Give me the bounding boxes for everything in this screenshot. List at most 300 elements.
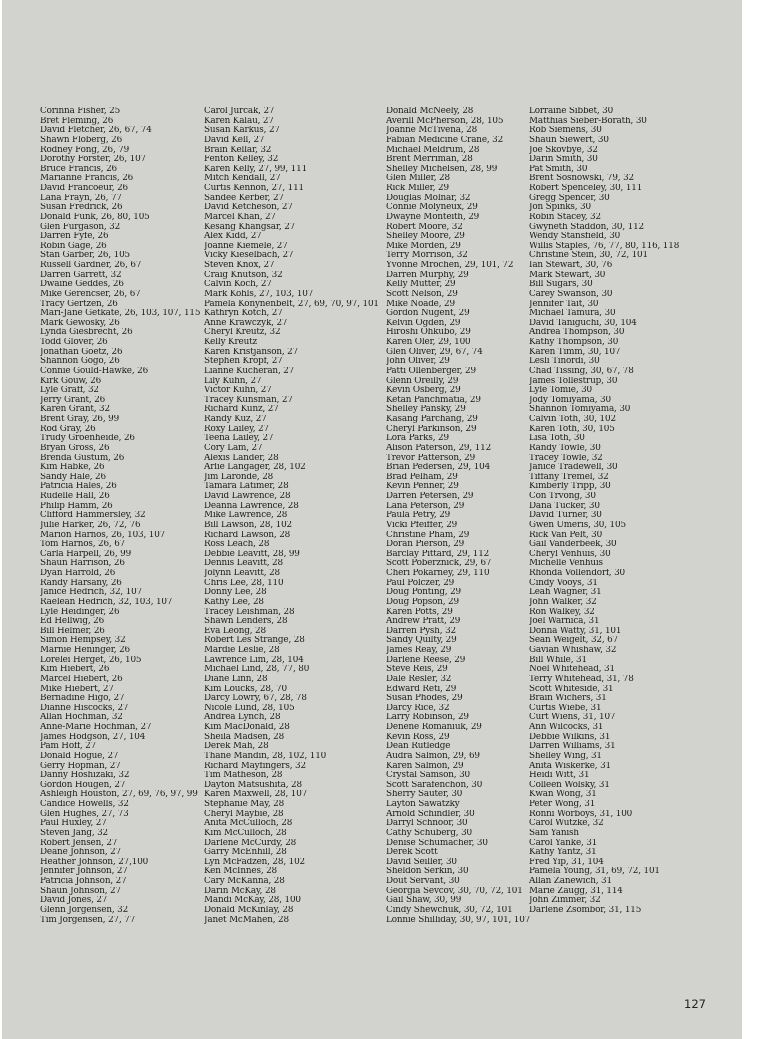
index-entry: Darren Pysh, 32: [386, 626, 456, 636]
index-entry: Craig Knutson, 32: [204, 270, 283, 280]
index-entry: Julie Harker, 26, 72, 76: [40, 520, 141, 530]
index-entry: Kelly Mutter, 29: [386, 280, 456, 290]
index-entry: Alexis Lander, 28: [204, 453, 279, 463]
index-entry: John Zimmer, 32: [529, 896, 601, 906]
index-entry: Donny Lee, 28: [204, 588, 267, 598]
index-entry: David Kell, 27: [204, 135, 265, 145]
index-entry: Pamela Young, 31, 69, 72, 101: [529, 867, 660, 877]
index-entry: Carol Yanke, 31: [529, 838, 598, 848]
index-entry: Dout Servant, 30: [386, 877, 460, 886]
index-entry: Darin McKay, 28: [204, 886, 276, 896]
index-entry: Tim Matheson, 28: [204, 771, 283, 781]
index-entry: Darlene Zsombor, 31, 115: [529, 905, 642, 915]
index-entry: Cathy Schuberg, 30: [386, 828, 472, 838]
index-entry: Audra Salmon, 29, 69: [386, 751, 480, 761]
index-entry: Stephen Kropf, 27: [204, 357, 283, 367]
index-entry: Darlene McCurdy, 28: [204, 838, 297, 848]
index-entry: Andrea Thompson, 30: [529, 328, 625, 338]
index-entry: Donald McNeely, 28: [386, 107, 474, 116]
index-entry: Cheryl Kreutz, 32: [204, 328, 281, 338]
index-entry: Doran Pierson, 29: [386, 540, 465, 550]
index-entry: Lianne Kucheran, 27: [204, 366, 295, 376]
index-entry: Steven Jang, 32: [40, 828, 109, 838]
index-entry: Jonathan Goetz, 26: [40, 347, 123, 357]
index-entry: Christine Pham, 29: [386, 530, 470, 540]
index-entry: Jim Laronde, 28: [204, 472, 274, 482]
index-entry: Cindy Shewchuk, 30, 72, 101: [386, 905, 513, 915]
index-entry: Mitch Kendall, 27: [204, 174, 281, 184]
index-entry: Mike Noade, 29: [386, 299, 455, 309]
index-entry: Peter Wong, 31: [529, 800, 596, 809]
index-entry: Ken McInnes, 28: [204, 867, 278, 877]
index-column-2: [204, 107, 380, 925]
index-entry: Robin Stacey, 32: [529, 212, 601, 222]
index-entry: Gordon Hougen, 27: [40, 780, 126, 790]
index-entry: Cindy Vooys, 31: [529, 578, 598, 588]
index-entry: Alex Kidd, 27: [204, 232, 262, 242]
index-entry: Bret Fleming, 26: [40, 116, 114, 126]
index-entry: Tim Jorgensen, 27, 77: [40, 915, 136, 925]
index-entry: Gerry Hopman, 27: [40, 761, 121, 771]
index-entry: Sam Yanish: [529, 828, 579, 838]
index-entry: Lonnie Shilliday, 30, 97, 101, 107: [386, 915, 531, 925]
index-entry: Rudelle Hall, 26: [40, 492, 110, 501]
index-entry: Karen Grant, 32: [40, 405, 110, 415]
index-entry: Carol Wutzke, 32: [529, 819, 604, 829]
index-entry: Sandee Kerber, 27: [204, 193, 284, 203]
page-number: 127: [684, 997, 706, 1011]
index-entry: Ian Stewart, 30, 76: [529, 261, 613, 270]
index-entry: Gordon Nugent, 29: [386, 309, 470, 319]
index-entry: Bill Lawson, 28, 102: [204, 520, 292, 530]
index-entry: Alison Paterson, 29, 112: [386, 443, 492, 453]
index-entry: Kim MacDonald, 28: [204, 723, 290, 732]
index-entry: Tracey Kunsman, 27: [204, 395, 293, 405]
index-entry: Simon Hempsey, 32: [40, 636, 126, 646]
index-entry: Tom Harnos, 26, 67: [40, 540, 126, 550]
index-entry: Bill While, 31: [529, 655, 587, 665]
index-entry: Bryan Gross, 26: [40, 443, 110, 453]
index-entry: Rhonda Vollendorf, 30: [529, 569, 625, 578]
index-entry: Bill Helmer, 26: [40, 626, 105, 636]
index-entry: Denene Romaniuk, 29: [386, 723, 482, 732]
index-entry: Lesli Tinordi, 30: [529, 357, 600, 367]
index-entry: Glen Miller, 28: [386, 174, 450, 184]
index-entry: Eva Leong, 28: [204, 626, 266, 636]
index-entry: Lorelei Herget, 26, 105: [40, 655, 142, 665]
index-entry: Dianne Hiscocks, 27: [40, 703, 129, 713]
index-entry: Susan Karkus, 27: [204, 126, 280, 136]
index-entry: Derek Scott: [386, 848, 438, 858]
index-entry: Lawrence Lim, 28, 104: [204, 655, 304, 665]
index-entry: Kirk Gouw, 26: [40, 376, 102, 386]
index-entry: Karen Timm, 30, 107: [529, 347, 621, 357]
index-entry: Karen Toth, 30, 105: [529, 424, 615, 434]
index-entry: Shannon Tomiyama, 30: [529, 405, 631, 415]
index-entry: Larry Robinson, 29: [386, 713, 469, 723]
index-entry: Shannon Gogo, 26: [40, 357, 120, 367]
index-entry: Jon Spinks, 30: [529, 203, 591, 213]
index-entry: Cheryl Maybie, 28: [204, 809, 284, 819]
index-entry: Andrew Pratt, 29: [386, 617, 461, 627]
index-entry: Brent Gray, 26, 99: [40, 415, 120, 424]
index-entry: Trevor Patterson, 29: [386, 453, 476, 463]
index-entry: Edward Reti, 29: [386, 684, 457, 694]
index-entry: Barclay Pittard, 29, 112: [386, 549, 490, 559]
index-entry: Marcel Khan, 27: [204, 212, 276, 222]
index-page: [2, 0, 742, 1039]
index-entry: Ketan Panchmatia, 29: [386, 395, 481, 405]
index-entry: Stan Garber, 26, 105: [40, 251, 130, 261]
index-entry: Joe Skovbye, 32: [529, 145, 598, 155]
index-entry: Kathy Thompson, 30: [529, 338, 619, 347]
index-entry: Darren Garrett, 32: [40, 270, 122, 280]
index-entry: Patti Ollenberger, 29: [386, 366, 476, 376]
index-entry: Steve Reis, 29: [386, 665, 448, 675]
index-entry: Darlene Reese, 29: [386, 655, 466, 665]
index-entry: Donald Hogue, 27: [40, 751, 119, 761]
index-entry: Patricia Hales, 26: [40, 482, 117, 492]
index-entry: Richard Mayfingers, 32: [204, 761, 306, 771]
index-entry: Karen Kelly, 27, 99, 111: [204, 164, 308, 174]
index-entry: Kasang Parchang, 29: [386, 415, 478, 424]
index-entry: Mark Kohls, 27, 103, 107: [204, 289, 314, 299]
index-entry: Shawn Floberg, 26: [40, 135, 123, 145]
index-entry: Randy Kuz, 27: [204, 415, 267, 424]
index-entry: Glen Oliver, 29, 67, 74: [386, 347, 483, 357]
index-entry: Mike Hiebert, 27: [40, 684, 114, 694]
index-entry: Janice Hedrich, 32, 107: [40, 588, 143, 598]
index-entry: Tamara Latimer, 28: [204, 482, 289, 492]
index-entry: Dyan Harrold, 26: [40, 569, 116, 578]
index-entry: Crystal Samson, 30: [386, 771, 470, 781]
index-entry: Jerry Grant, 26: [40, 395, 106, 405]
index-entry: John Walker, 32: [529, 597, 597, 607]
index-entry: Kim Habke, 26: [40, 463, 105, 473]
index-entry: Gregg Spencer, 30: [529, 193, 610, 203]
index-entry: Gwyneth Staddon, 30, 112: [529, 222, 644, 232]
index-entry: Gwen Umeris, 30, 105: [529, 520, 626, 530]
index-entry: Karen Oler, 29, 100: [386, 338, 471, 347]
index-entry: Carla Harpell, 26, 99: [40, 549, 132, 559]
index-entry: Deanna Lawrence, 28: [204, 501, 299, 511]
index-entry: Mike Gerencser, 26, 67: [40, 289, 141, 299]
index-entry: Deane Johnson, 27: [40, 848, 122, 858]
index-entry: Matthias Sieber-Borath, 30: [529, 116, 647, 126]
index-entry: Gavian Whishaw, 32: [529, 646, 617, 655]
index-entry: David Jones, 27: [40, 896, 108, 906]
index-entry: Marianne Francis, 26: [40, 174, 134, 184]
index-entry: Mike Lawrence, 28: [204, 511, 288, 521]
index-entry: Cheryl Venhuis, 30: [529, 549, 611, 559]
index-entry: Cory Lam, 27: [204, 443, 263, 453]
index-entry: Lora Parks, 29: [386, 434, 449, 444]
index-entry: Mari-Jane Getkate, 26, 103, 107, 115: [40, 309, 201, 319]
index-entry: Heidi Witt, 31: [529, 771, 590, 781]
index-entry: Arlie Langager, 28, 102: [204, 463, 306, 473]
index-entry: Danny Hoshizaki, 32: [40, 771, 130, 781]
index-entry: Diane Linn, 28: [204, 674, 268, 684]
index-entry: Shaun Johnson, 27: [40, 886, 121, 896]
index-entry: Dana Tucker, 30: [529, 501, 600, 511]
index-entry: Sandy Hale, 26: [40, 472, 106, 482]
index-entry: Rob Siemens, 30: [529, 126, 602, 136]
index-entry: Lyle Heidinger, 26: [40, 607, 120, 617]
index-entry: Susan Phodes, 29: [386, 694, 463, 704]
index-entry: Kim McCulloch, 28: [204, 828, 287, 838]
index-entry: Russell Gardner, 26, 67: [40, 261, 142, 270]
index-entry: Denise Schumacher, 30: [386, 838, 488, 848]
index-entry: Mandi McKay, 28, 100: [204, 896, 301, 906]
index-entry: Gail Vanderbeek, 30: [529, 540, 617, 550]
index-entry: Karen Kalau, 27: [204, 116, 274, 126]
index-entry: Dean Rutledge: [386, 742, 451, 752]
index-entry: Ed Hellwig, 26: [40, 617, 105, 627]
index-entry: Nicole Lund, 28, 105: [204, 703, 295, 713]
index-entry: Anita McCulloch, 28: [204, 819, 293, 829]
index-entry: Debbie Leavitt, 28, 99: [204, 549, 300, 559]
index-entry: Glen Hughes, 27, 73: [40, 809, 129, 819]
index-entry: Pamela Konynenbelt, 27, 69, 70, 97, 101: [204, 299, 379, 309]
index-column-4: [529, 107, 734, 916]
index-entry: Kim Loucks, 28, 70: [204, 684, 287, 694]
index-entry: Stephanie May, 28: [204, 800, 285, 809]
index-entry: Scott Poberznick, 29, 67: [386, 559, 492, 569]
index-entry: Michael Tamura, 30: [529, 309, 616, 319]
index-entry: Dorothy Forster, 26, 107: [40, 155, 147, 165]
index-entry: Douglas Molnar, 32: [386, 193, 471, 203]
index-entry: Karen Kristjanson, 27: [204, 347, 299, 357]
index-entry: Kathy Lee, 28: [204, 597, 264, 607]
index-entry: Andrea Lynch, 28: [204, 713, 281, 723]
index-entry: Brent Merriman, 28: [386, 155, 473, 165]
index-entry: Curtis Kennon, 27, 111: [204, 184, 304, 193]
index-entry: Lily Kuhn, 27: [204, 376, 262, 386]
index-entry: Calvin Koch, 27: [204, 280, 272, 290]
index-entry: Anita Wiskerke, 31: [529, 761, 611, 771]
index-entry: James Reay, 29: [386, 646, 452, 655]
index-entry: Steven Knox, 27: [204, 261, 275, 270]
index-entry: Robert Moore, 32: [386, 222, 463, 232]
index-entry: Anne Krawczyk, 27: [204, 318, 288, 328]
index-entry: Scott Nelson, 29: [386, 289, 458, 299]
index-entry: Mark Stewart, 30: [529, 270, 606, 280]
index-entry: Connie Molyneux, 29: [386, 203, 478, 213]
index-entry: Lyle Tomie, 30: [529, 386, 593, 396]
index-entry: Calvin Toth, 30, 102: [529, 415, 616, 424]
index-entry: Shaun Siewert, 30: [529, 135, 609, 145]
index-entry: Kesang Khangsar, 27: [204, 222, 296, 232]
index-entry: Sean Weigelt, 32, 67: [529, 636, 619, 646]
index-entry: Rick Miller, 29: [386, 184, 449, 193]
index-entry: Rod Gray, 26: [40, 424, 96, 434]
index-entry: Thane Mandin, 28, 102, 110: [204, 751, 327, 761]
index-entry: David Seiller, 30: [386, 857, 457, 867]
index-entry: Mardie Leslie, 28: [204, 646, 280, 655]
index-entry: Janet McMahen, 28: [204, 915, 289, 925]
index-entry: Noel Whitehead, 31: [529, 665, 615, 675]
index-entry: Robert Spenceley, 30, 111: [529, 184, 643, 193]
index-entry: Chad Tissing, 30, 67, 78: [529, 366, 634, 376]
index-entry: Brent Sosnowski, 79, 32: [529, 174, 634, 184]
index-entry: Heather Johnson, 27,100: [40, 857, 149, 867]
index-entry: Brain Wichers, 31: [529, 694, 607, 704]
index-entry: Raelean Hedrich, 32, 103, 107: [40, 597, 173, 607]
index-entry: Carey Swanson, 30: [529, 289, 613, 299]
index-entry: Randy Harsany, 26: [40, 578, 122, 588]
index-entry: David Taniguchi, 30, 104: [529, 318, 637, 328]
index-entry: Darcy Rice, 32: [386, 703, 450, 713]
index-entry: Ashleigh Houston, 27, 69, 76, 97, 99: [40, 790, 198, 800]
index-entry: Glenn Jorgensen, 32: [40, 905, 129, 915]
index-entry: Georgia Sevcov, 30, 70, 72, 101: [386, 886, 523, 896]
index-entry: Patricia Johnson, 27: [40, 877, 127, 886]
index-entry: Mark Gewosky, 26: [40, 318, 120, 328]
index-entry: Marion Harnos, 26, 103, 107: [40, 530, 166, 540]
index-entry: Kimberly Tripp, 30: [529, 482, 611, 492]
index-entry: Darren Petersen, 29: [386, 492, 474, 501]
index-entry: Shelley Wing, 31: [529, 751, 602, 761]
index-entry: Mike Morden, 29: [386, 241, 461, 251]
index-entry: Hiroshi Ohkubo, 29: [386, 328, 471, 338]
index-entry: Kevin Osberg, 29: [386, 386, 461, 396]
index-entry: Jody Tomiyama, 30: [529, 395, 611, 405]
index-entry: Christine Stein, 30, 72, 101: [529, 251, 648, 261]
index-entry: Layton Sawatzky: [386, 800, 460, 809]
index-entry: Karen Potts, 29: [386, 607, 453, 617]
index-entry: David Francoeur, 26: [40, 184, 128, 193]
index-entry: Clifford Hammersley, 32: [40, 511, 146, 521]
index-entry: Darryl Schnoor, 30: [386, 819, 468, 829]
index-entry: Sheldon Serkin, 30: [386, 867, 469, 877]
index-entry: Bill Sugars, 30: [529, 280, 593, 290]
index-entry: Sandy Quilty, 29: [386, 636, 457, 646]
index-entry: Shelley Michelsen, 28, 99: [386, 164, 498, 174]
index-entry: Lana Frayn, 26, 77: [40, 193, 122, 203]
index-entry: Fenton Kelley, 32: [204, 155, 279, 165]
index-entry: Tracey Leishman, 28: [204, 607, 295, 617]
index-entry: Darcy Lowry, 67, 28, 78: [204, 694, 307, 704]
index-entry: Carol Jurcak, 27: [204, 107, 275, 116]
index-entry: Joanne Kiemele, 27: [204, 241, 288, 251]
index-entry: Jolynn Leavitt, 28: [204, 569, 280, 578]
index-entry: Lyn McFadzen, 28, 102: [204, 857, 305, 867]
index-entry: Marcel Hiebert, 26: [40, 674, 123, 684]
index-entry: Candice Howells, 32: [40, 800, 129, 809]
index-entry: Michelle Venhuis: [529, 559, 603, 569]
index-entry: Rick Van Pelt, 30: [529, 530, 603, 540]
index-entry: Brad Pelham, 29: [386, 472, 458, 482]
index-entry: Paula Petry, 29: [386, 511, 451, 521]
index-entry: Todd Glover, 26: [40, 338, 108, 347]
index-entry: Willis Staples, 76, 77, 80, 116, 118: [529, 241, 680, 251]
index-entry: Lisa Toth, 30: [529, 434, 585, 444]
index-entry: Darren Murphy, 29: [386, 270, 469, 280]
index-entry: Roxy Lailey, 27: [204, 424, 269, 434]
index-entry: Debbie Wilkins, 31: [529, 732, 611, 742]
index-entry: Robert Les Strange, 28: [204, 636, 305, 646]
index-entry: Glen Furgason, 32: [40, 222, 121, 232]
index-entry: Bernadine Higo, 27: [40, 694, 125, 704]
index-entry: Brain Kellar, 32: [204, 145, 272, 155]
index-entry: Ronni Worboys, 31, 100: [529, 809, 633, 819]
index-entry: Vicki Pfeiffer, 29: [386, 520, 458, 530]
index-entry: Kathy Yantz, 31: [529, 848, 597, 858]
index-entry: Kelly Kreutz: [204, 338, 257, 347]
index-entry: Jennifer Johnson, 27: [40, 867, 128, 877]
index-entry: Victor Kuhn, 27: [204, 386, 272, 396]
index-entry: Corinna Fisher, 25: [40, 107, 121, 116]
index-entry: Dwaine Geddes, 26: [40, 280, 124, 290]
index-entry: Bruce Francis, 26: [40, 164, 117, 174]
index-entry: Wendy Stansfield, 30: [529, 232, 621, 242]
index-entry: Fabian Medicine Crane, 32: [386, 135, 504, 145]
index-entry: Janice Tradewell, 30: [529, 463, 618, 473]
index-entry: Karen Maxwell, 28, 107: [204, 790, 308, 800]
index-entry: Shelley Pansky, 29: [386, 405, 466, 415]
index-entry: Brian Pedersen, 29, 104: [386, 463, 491, 473]
index-entry: Tiffany Tremel, 32: [529, 472, 609, 482]
index-entry: Joanne McTivena, 28: [386, 126, 478, 136]
index-entry: Susan Fredrick, 26: [40, 203, 123, 213]
index-entry: Dwayne Monteith, 29: [386, 212, 480, 222]
index-entry: Randy Towle, 30: [529, 443, 601, 453]
index-entry: Cheryl Parkinson, 29: [386, 424, 477, 434]
index-entry: Joel Warnica, 31: [529, 617, 600, 627]
index-entry: Karen Salmon, 29: [386, 761, 464, 771]
index-entry: Kwan Wong, 31: [529, 790, 597, 800]
index-entry: Dennis Leavitt, 28: [204, 559, 283, 569]
index-entry: Vicky Kieselbach, 27: [204, 251, 294, 261]
index-entry: David Ketcheson, 27: [204, 203, 293, 213]
index-entry: Michael Meldrum, 28: [386, 145, 480, 155]
index-entry: Darin Smith, 30: [529, 155, 598, 165]
index-entry: Donald Funk, 26, 80, 105: [40, 212, 150, 222]
index-entry: Marnie Heninger, 26: [40, 646, 130, 655]
index-entry: Lynda Giesbrecht, 26: [40, 328, 133, 338]
index-entry: Con Trvong, 30: [529, 492, 596, 501]
index-entry: Curtis Wiebe, 31: [529, 703, 602, 713]
index-entry: Colleen Wolsky, 31: [529, 780, 610, 790]
index-entry: David Fletcher, 26, 67, 74: [40, 126, 152, 136]
index-entry: Anne-Marie Hochman, 27: [40, 723, 152, 732]
index-entry: Jennifer Tait, 30: [529, 299, 599, 309]
index-entry: Kelvin Ogden, 29: [386, 318, 461, 328]
index-entry: Sheila Madsen, 28: [204, 732, 285, 742]
index-entry: Richard Kunz, 27: [204, 405, 279, 415]
index-entry: Robin Gage, 26: [40, 241, 107, 251]
index-entry: Kevin Ross, 29: [386, 732, 450, 742]
index-entry: Scott Whiteside, 31: [529, 684, 614, 694]
index-entry: Lorraine Sibbet, 30: [529, 107, 614, 116]
index-entry: Donald McKinlay, 28: [204, 905, 294, 915]
index-entry: Leah Wagner, 31: [529, 588, 602, 598]
index-entry: Pat Smith, 30: [529, 164, 588, 174]
index-entry: Tracey Towle, 32: [529, 453, 603, 463]
index-entry: Paul Polczer, 29: [386, 578, 455, 588]
index-entry: James Tollestrup, 30: [529, 376, 618, 386]
index-entry: Paul Huxley, 27: [40, 819, 107, 829]
index-entry: Sherry Sauter, 30: [386, 790, 463, 800]
index-entry: Cheri Pokarney, 29, 110: [386, 569, 490, 578]
index-entry: John Oliver, 29: [386, 357, 450, 367]
index-entry: Scott Sarafenchon, 30: [386, 780, 483, 790]
index-entry: Ron Walkey, 32: [529, 607, 595, 617]
index-entry: Marie Zaugg, 31, 114: [529, 886, 623, 896]
index-entry: Chris Lee, 28, 110: [204, 578, 284, 588]
index-entry: Glenn Oreilly, 29: [386, 376, 459, 386]
index-entry: Gail Shaw, 30, 99: [386, 896, 462, 906]
